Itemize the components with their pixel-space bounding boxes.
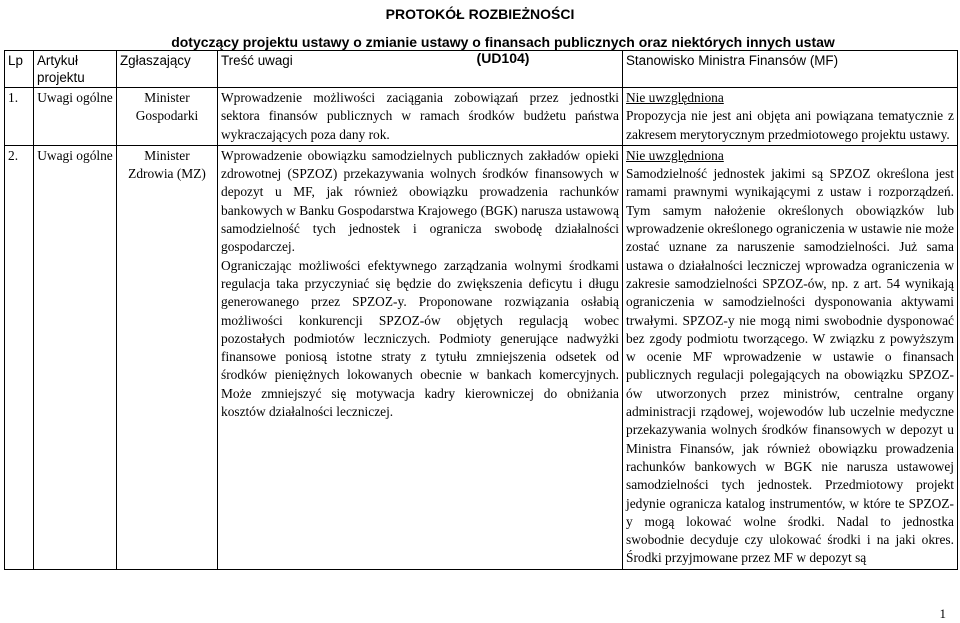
row-tresc	[218, 88, 623, 146]
header-zglaszajacy: Zgłaszający	[117, 51, 218, 88]
header-lp: Lp	[5, 51, 34, 88]
row-artykul: Uwagi ogólne	[34, 145, 117, 569]
header-tresc: Treść uwagi	[218, 51, 623, 88]
table-row	[5, 88, 958, 146]
row-lp: 1.	[5, 88, 34, 146]
table-row	[5, 145, 958, 569]
stanowisko-status: Nie uwzględniona	[626, 147, 724, 163]
tresc-paragraph: Wprowadzenie obowiązku samodzielnych publicznych zakładów opieki zdrowotnej (SPZOZ) przekazywania wolnych środków finansowych w depozyt u MF, jak również obowiązku prowadzenia rachunków bankowych w Banku Gospodarstwa Krajowego (BGK) narusza ustawową samodzielność tych jednostek i ogranicza swobodę działalności gospodarczej.	[221, 147, 619, 255]
stanowisko-status: Nie uwzględniona	[626, 90, 724, 105]
header-artykul: Artykuł projektu	[34, 51, 117, 88]
row-stanowisko	[623, 88, 958, 146]
stanowisko-text: Samodzielność jednostek jakimi są SPZOZ określona jest ramami prawnymi wynikającymi z ustaw i rozporządzeń. Tym samym nałożenie określonych obowiązków lub wprowadzenie określonego ograniczenia w ustawie nie może zostać uznane za naruszenie samodzielności. Już sama ustawa o działalności leczniczej wprowadza ograniczenia w zakresie samodzielności SPZOZ-ów, np. z art. 54 wynikają ograniczenia w samodzielności dysponowania aktywami trwałymi. SPZOZ-y nie mogą nimi swobodnie dysponować bez zgody podmiotu tworzącego. W związku z powyższym w ocenie MF wprowadzenie w ustawie o finansach publicznych regulacji polegających na obowiązku SPZOZ-ów utworzonych przez ministrów, centralne organy administracji rządowej, wojewodów lub uczelnie medyczne przekazywania wolnych środków finansowych w depozyt u Ministra Finansów, jak również obowiązku prowadzenia rachunków bankowych w BGK nie narusza ustawowej samodzielności tych jednostek. Przedmiotowy projekt jedynie ogranicza katalog instrumentów, w które te SPZOZ-y mogą lokować wolne środki. Nadal to jednostka swobodnie decyduje czy ulokować środki i na jaki okres. Środki przyjmowane przez MF w depozyt są	[626, 166, 954, 566]
table-header-row	[5, 51, 958, 88]
tresc-paragraph: Ograniczając możliwości efektywnego zarządzania wolnymi środkami regulacja taka przyczyniać się będzie do zwiększenia deficytu i długu generowanego przez SPZOZ-y. Proponowane rozwiązania osłabią możliwości konkurencji SPZOZ-ów objętych regulacją wobec pozostałych podmiotów leczniczych. Podmioty generujące nadwyżki finansowe poniosą istotne straty z tytułu zmniejszenia odsetek od środków pieniężnych lokowanych obecnie w bankach komercyjnych. Może zmniejszyć się motywacja kadry kierowniczej do obniżania kosztów działalności leczniczej.	[221, 257, 619, 420]
header-stanowisko: Stanowisko Ministra Finansów (MF)	[623, 51, 958, 88]
row-tresc	[218, 145, 623, 569]
row-stanowisko	[623, 145, 958, 569]
discrepancy-table	[4, 50, 958, 570]
row-zglaszajacy: Minister Gospodarki	[117, 88, 218, 146]
tresc-paragraph: Wprowadzenie możliwości zaciągania zobowiązań przez jednostki sektora finansów publicznych w ramach środków budżetu państwa wykraczających poza dany rok.	[221, 90, 619, 142]
stanowisko-text: Propozycja nie jest ani objęta ani powiązana tematycznie z zakresem merytorycznym przedmiotowego projektu ustawy.	[626, 108, 954, 142]
row-zglaszajacy: Minister Zdrowia (MZ)	[117, 145, 218, 569]
row-lp: 2.	[5, 145, 34, 569]
row-artykul: Uwagi ogólne	[34, 88, 117, 146]
document-subtitle: dotyczący projektu ustawy o zmianie ustawy o finansach publicznych oraz niektórych innych ustaw (UD104)	[171, 34, 835, 66]
document-title: PROTOKÓŁ ROZBIEŻNOŚCI	[385, 6, 575, 22]
page-number: 1	[939, 606, 946, 621]
